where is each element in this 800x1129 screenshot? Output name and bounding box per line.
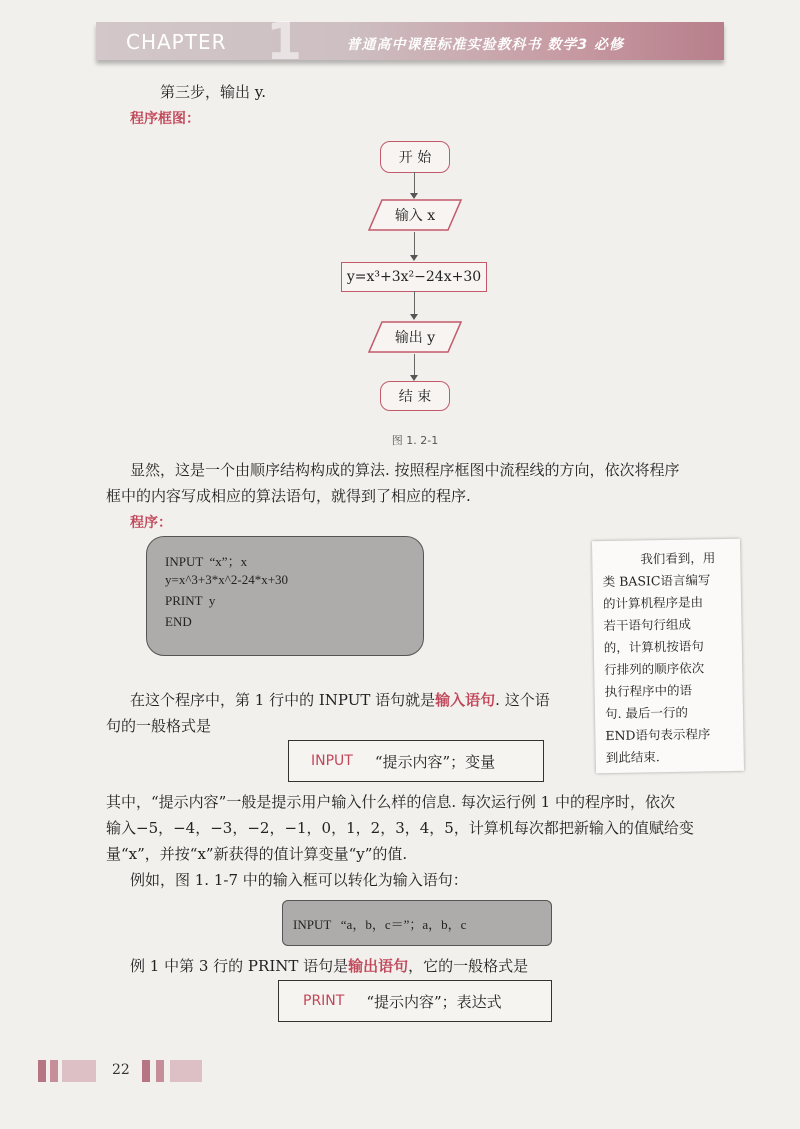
paragraph4-suffix: ，它的一般格式是: [408, 957, 529, 975]
note-line: 若干语句行组成: [603, 616, 692, 634]
flowchart-input: 输入 x: [394, 208, 436, 224]
flowchart-start: 开 始: [380, 141, 450, 173]
footer-bar: [62, 1060, 96, 1082]
paragraph2-prefix: 在这个程序中，第 1 行中的 INPUT 语句就是: [130, 691, 436, 709]
flow-arrow-3: [414, 291, 415, 315]
footer-bar: [142, 1060, 150, 1082]
example-line: 例如，图 1. 1-7 中的输入框可以转化为输入语句：: [130, 871, 468, 889]
paragraph4-prefix: 例 1 中第 3 行的 PRINT 语句是: [130, 957, 349, 975]
input-format-rest: “提示内容”；变量: [374, 752, 496, 771]
flowchart-end: 结 束: [380, 381, 450, 411]
input-example-code: INPUT “a，b，c＝”；a，b，c: [293, 916, 467, 932]
book-title: 普通高中课程标准实验教科书 数学3 必修: [346, 37, 624, 53]
flowchart-process: y=x³+3x²−24x+30: [341, 262, 487, 292]
print-format-rest: “提示内容”；表达式: [366, 992, 502, 1011]
flowchart-output: 输出 y: [394, 330, 436, 346]
paragraph2-line1: [130, 690, 550, 710]
flow-arrow-4: [414, 354, 415, 376]
flowchart-label: 程序框图：: [130, 111, 200, 127]
chapter-number: 1: [266, 12, 303, 72]
footer-bar: [170, 1060, 202, 1082]
input-format-box: [288, 740, 544, 782]
footer-bar: [156, 1060, 164, 1082]
note-line: 到此结束.: [605, 749, 660, 766]
output-statement-term: 输出语句: [348, 957, 409, 975]
input-statement-term: 输入语句: [435, 691, 496, 709]
note-line: 句. 最后一行的: [604, 704, 689, 722]
note-line: 类 BASIC语言编写: [602, 572, 711, 590]
paragraph1-line2: 框中的内容写成相应的算法语句，就得到了相应的程序.: [106, 487, 471, 505]
flow-arrowhead-3: [410, 314, 418, 320]
program-code-block: [146, 536, 424, 656]
note-line: END语句表示程序: [605, 726, 711, 744]
step3-text: 第三步，输出 y.: [160, 83, 267, 101]
figure-caption: 图 1. 2-1: [391, 434, 439, 447]
print-format-box: [278, 980, 552, 1022]
paragraph3-line1: 其中，“提示内容”一般是提示用户输入什么样的信息. 每次运行例 1 中的程序时，依次: [106, 793, 675, 811]
code-line: INPUT “x”；x: [165, 554, 248, 569]
chapter-header: [96, 12, 724, 72]
flow-arrow-1: [414, 172, 415, 194]
program-label: 程序：: [130, 515, 172, 531]
code-line: PRINT y: [165, 593, 216, 608]
footer-bar: [38, 1060, 46, 1082]
page-number: 22: [112, 1062, 130, 1078]
input-keyword: INPUT: [311, 753, 353, 769]
side-note: [592, 539, 744, 774]
paragraph4-line: [130, 956, 528, 976]
note-line: 的计算机程序是由: [602, 594, 704, 612]
flow-arrowhead-2: [410, 255, 418, 261]
note-line: 执行程序中的语: [604, 682, 693, 700]
input-example-box: [282, 900, 552, 946]
print-keyword: PRINT: [303, 993, 345, 1009]
footer-bar: [50, 1060, 58, 1082]
code-line: y=x^3+3*x^2-24*x+30: [165, 572, 289, 587]
chapter-word: CHAPTER: [126, 30, 227, 54]
note-line: 行排列的顺序依次: [604, 660, 705, 678]
note-line: 我们看到，用: [640, 550, 716, 567]
paragraph2-line2: 句的一般格式是: [106, 717, 212, 735]
paragraph3-line2: 输入−5，−4，−3，−2，−1，0，1，2，3，4，5，计算机每次都把新输入的值赋给变: [106, 819, 694, 837]
paragraph3-line3: 量“x”，并按“x”新获得的值计算变量“y”的值.: [106, 845, 408, 863]
paragraph1-line1: 显然，这是一个由顺序结构构成的算法. 按照程序框图中流程线的方向，依次将程序: [130, 461, 680, 479]
paragraph2-suffix: . 这个语: [495, 691, 550, 709]
flow-arrow-2: [414, 232, 415, 256]
note-line: 的，计算机按语句: [603, 638, 704, 656]
code-line: END: [165, 614, 192, 629]
